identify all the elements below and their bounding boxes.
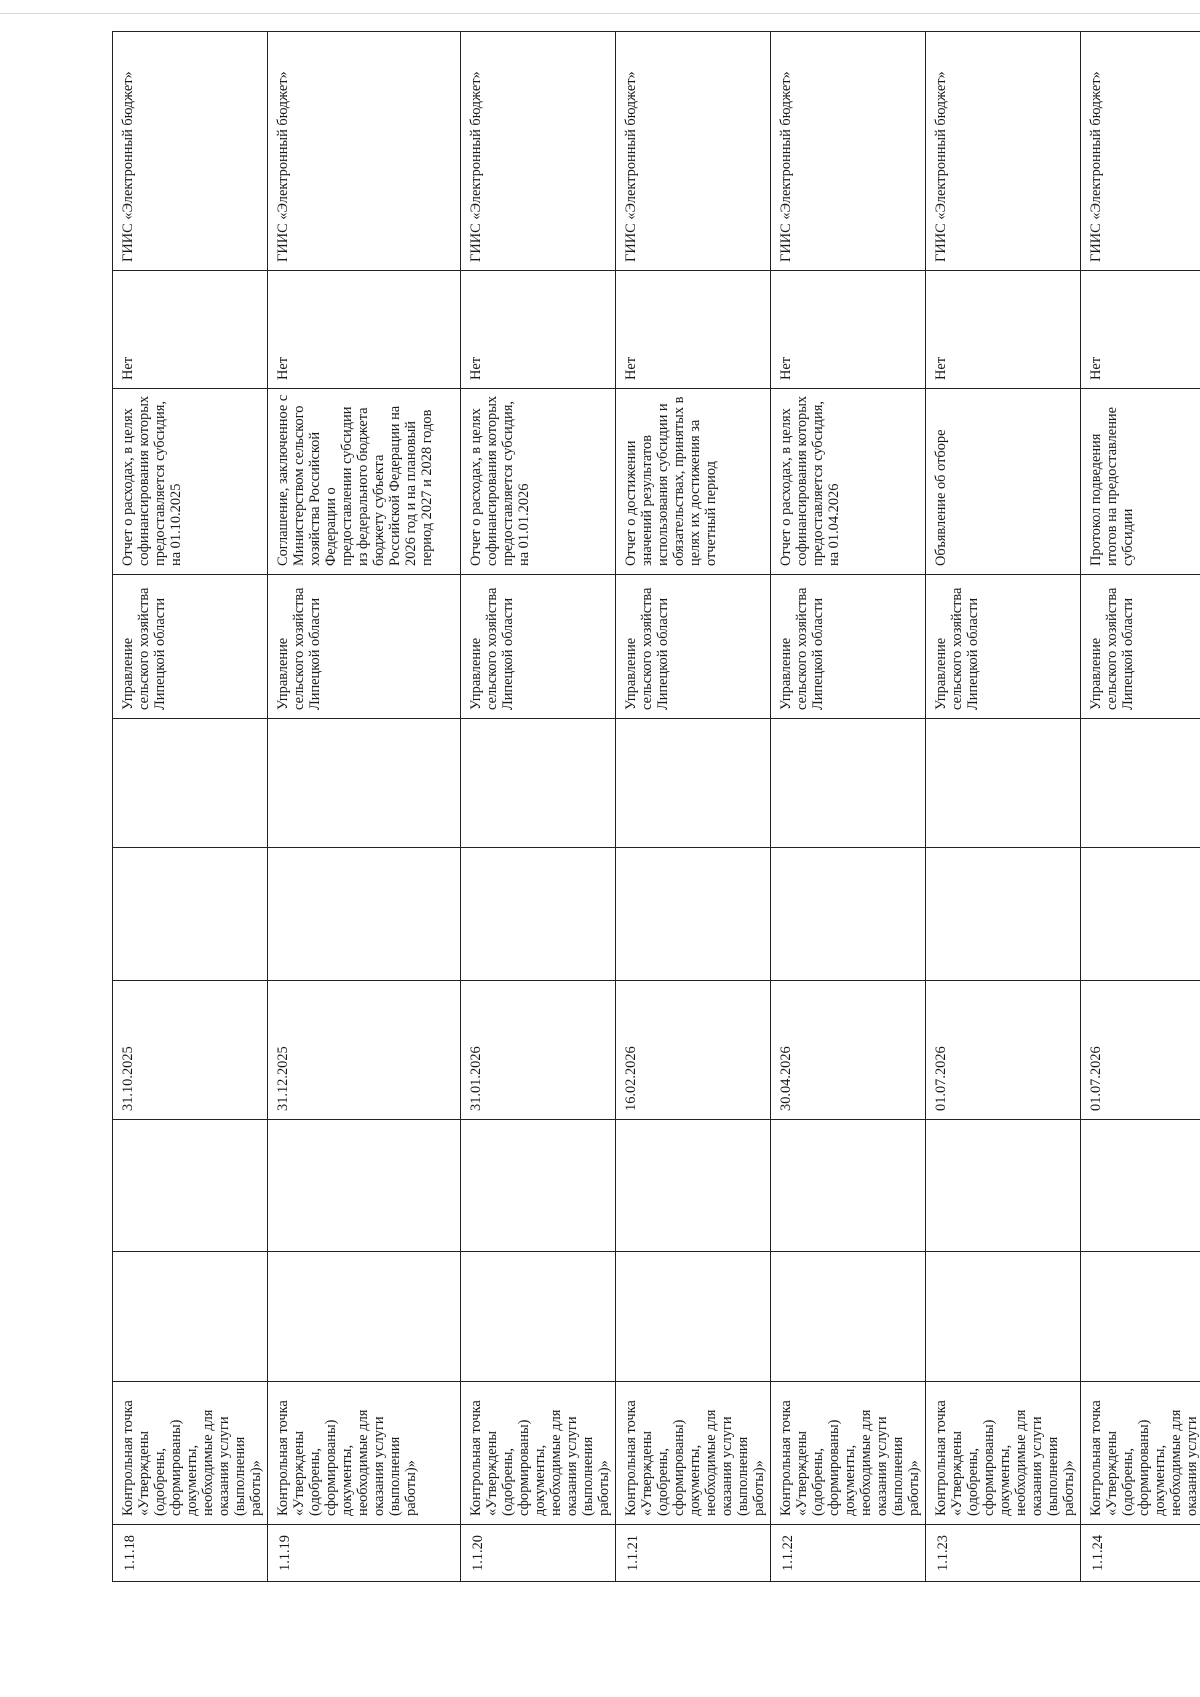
information-system: ГИИС «Электронный бюджет» — [771, 32, 926, 271]
row-number: 1.1.19 — [268, 1525, 461, 1582]
confirming-document: Объявление об отборе — [926, 389, 1081, 575]
control-point-name: Контрольная точка «Утверждены (одобрены, сформированы) документы, необходимые для оказания услуги — [1081, 1382, 1200, 1525]
control-points-table — [112, 31, 1200, 1582]
information-system: ГИИС «Электронный бюджет» — [1081, 32, 1200, 271]
information-system: ГИИС «Электронный бюджет» — [461, 32, 616, 271]
empty-cell — [926, 848, 1081, 981]
empty-cell — [461, 1252, 616, 1382]
row-number: 1.1.23 — [926, 1525, 1081, 1582]
control-point-name: Контрольная точка «Утверждены (одобрены, сформированы) документы, необходимые для оказания услуги (выполнения работы)» — [616, 1382, 771, 1525]
control-point-name: Контрольная точка «Утверждены (одобрены, сформированы) документы, необходимые для оказания услуги (выполнения работы)» — [461, 1382, 616, 1525]
empty-cell — [1081, 1252, 1200, 1382]
information-system: ГИИС «Электронный бюджет» — [926, 32, 1081, 271]
empty-cell — [1081, 719, 1200, 848]
responsible-body: Управление сельского хозяйства Липецкой области — [1081, 575, 1200, 719]
table-row — [926, 32, 1081, 1582]
responsible-body: Управление сельского хозяйства Липецкой области — [926, 575, 1081, 719]
empty-cell — [771, 1252, 926, 1382]
row-number: 1.1.20 — [461, 1525, 616, 1582]
deadline-date: 31.10.2025 — [113, 981, 268, 1120]
table-row — [113, 32, 268, 1582]
confirming-document: Отчет о расходах, в целях софинансирования которых предоставляется субсидия, на 01.04.2026 — [771, 389, 926, 575]
information-system: ГИИС «Электронный бюджет» — [616, 32, 771, 271]
scan-top-edge — [0, 13, 1200, 14]
empty-cell — [113, 1252, 268, 1382]
empty-cell — [113, 848, 268, 981]
deadline-date: 30.04.2026 — [771, 981, 926, 1120]
empty-cell — [616, 719, 771, 848]
control-point-name: Контрольная точка «Утверждены (одобрены, сформированы) документы, необходимые для оказания услуги (выполнения работы)» — [771, 1382, 926, 1525]
table-row — [461, 32, 616, 1582]
flag-value: Нет — [461, 271, 616, 389]
empty-cell — [926, 719, 1081, 848]
responsible-body: Управление сельского хозяйства Липецкой области — [461, 575, 616, 719]
flag-value: Нет — [616, 271, 771, 389]
confirming-document: Отчет о расходах, в целях софинансирования которых предоставляется субсидия, на 01.10.2025 — [113, 389, 268, 575]
rotated-page-content — [112, 62, 1200, 1582]
empty-cell — [113, 719, 268, 848]
row-number: 1.1.24 — [1081, 1525, 1200, 1582]
row-number: 1.1.21 — [616, 1525, 771, 1582]
empty-cell — [1081, 1120, 1200, 1252]
row-number: 1.1.18 — [113, 1525, 268, 1582]
deadline-date: 31.12.2025 — [268, 981, 461, 1120]
confirming-document: Отчет о расходах, в целях софинансирования которых предоставляется субсидия, на 01.01.2026 — [461, 389, 616, 575]
confirming-document: Протокол подведения итогов на предоставление субсидии — [1081, 389, 1200, 575]
table-row — [616, 32, 771, 1582]
control-point-name: Контрольная точка «Утверждены (одобрены, сформированы) документы, необходимые для оказания услуги (выполнения работы)» — [268, 1382, 461, 1525]
flag-value: Нет — [926, 271, 1081, 389]
flag-value: Нет — [1081, 271, 1200, 389]
empty-cell — [113, 1120, 268, 1252]
flag-value: Нет — [113, 271, 268, 389]
responsible-body: Управление сельского хозяйства Липецкой области — [616, 575, 771, 719]
responsible-body: Управление сельского хозяйства Липецкой области — [113, 575, 268, 719]
deadline-date: 01.07.2026 — [1081, 981, 1200, 1120]
empty-cell — [771, 848, 926, 981]
control-point-name: Контрольная точка «Утверждены (одобрены, сформированы) документы, необходимые для оказания услуги (выполнения работы)» — [113, 1382, 268, 1525]
empty-cell — [268, 719, 461, 848]
confirming-document: Соглашение, заключенное с Министерством сельского хозяйства Российской Федерации о предоставлении субсидии из федерального бюджета бюджету субъекта Российской Федерации на 2026 год и на плановый период 2027 и 2028 годов — [268, 389, 461, 575]
empty-cell — [771, 1120, 926, 1252]
empty-cell — [1081, 848, 1200, 981]
deadline-date: 01.07.2026 — [926, 981, 1081, 1120]
empty-cell — [268, 1252, 461, 1382]
empty-cell — [268, 1120, 461, 1252]
empty-cell — [461, 1120, 616, 1252]
empty-cell — [268, 848, 461, 981]
empty-cell — [616, 1252, 771, 1382]
table-row — [268, 32, 461, 1582]
table-row — [771, 32, 926, 1582]
information-system: ГИИС «Электронный бюджет» — [268, 32, 461, 271]
deadline-date: 31.01.2026 — [461, 981, 616, 1120]
empty-cell — [926, 1252, 1081, 1382]
row-number: 1.1.22 — [771, 1525, 926, 1582]
responsible-body: Управление сельского хозяйства Липецкой области — [268, 575, 461, 719]
empty-cell — [926, 1120, 1081, 1252]
confirming-document: Отчет о достижении значений результатов использования субсидии и обязательствах, принятых в целях их достижения за отчетный период — [616, 389, 771, 575]
flag-value: Нет — [268, 271, 461, 389]
table-body — [113, 32, 1200, 1582]
empty-cell — [771, 719, 926, 848]
deadline-date: 16.02.2026 — [616, 981, 771, 1120]
control-point-name: Контрольная точка «Утверждены (одобрены, сформированы) документы, необходимые для оказания услуги (выполнения работы)» — [926, 1382, 1081, 1525]
empty-cell — [616, 1120, 771, 1252]
empty-cell — [461, 848, 616, 981]
table-row — [1081, 32, 1200, 1582]
responsible-body: Управление сельского хозяйства Липецкой области — [771, 575, 926, 719]
empty-cell — [616, 848, 771, 981]
flag-value: Нет — [771, 271, 926, 389]
empty-cell — [461, 719, 616, 848]
information-system: ГИИС «Электронный бюджет» — [113, 32, 268, 271]
